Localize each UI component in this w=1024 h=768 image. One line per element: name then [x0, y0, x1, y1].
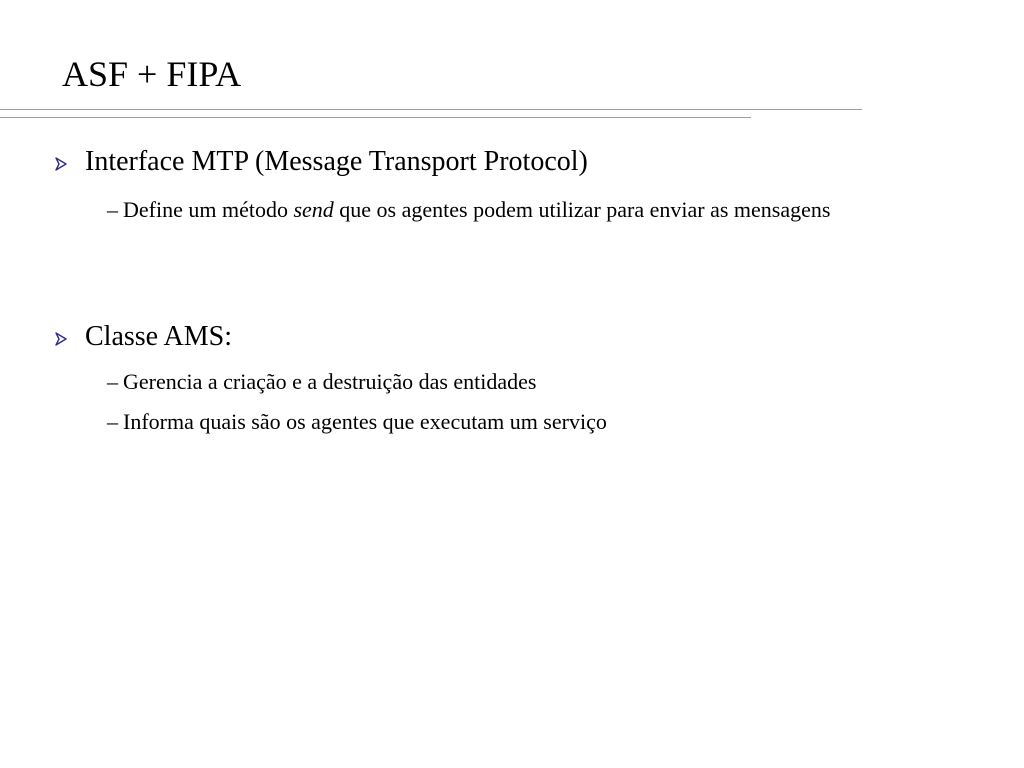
sub-bullet-item [107, 365, 927, 398]
emphasis-text: send [293, 197, 334, 222]
title-divider-short [0, 117, 751, 118]
sub-text-part: Define um método [123, 197, 294, 222]
sub-text-part: que os agentes podem utilizar para enviar as mensagens [333, 197, 831, 222]
title-divider-long [0, 109, 862, 110]
sub-bullet-item [107, 405, 927, 438]
arrow-bullet-icon [55, 157, 67, 171]
dash-marker: – [107, 369, 118, 394]
sub-bullet-text [123, 193, 927, 226]
bullet-text: Classe AMS: [85, 321, 233, 352]
slide-title: ASF + FIPA [62, 54, 242, 94]
bullet-text: Interface MTP (Message Transport Protocol) [85, 146, 588, 177]
bullet-item [55, 320, 232, 354]
dash-marker: – [107, 409, 118, 434]
sub-bullet-item [107, 193, 927, 226]
arrow-bullet-icon [55, 332, 67, 346]
sub-bullet-text: Informa quais são os agentes que executam um serviço [123, 409, 607, 434]
dash-marker: – [107, 197, 118, 222]
bullet-item [55, 145, 588, 179]
sub-bullet-text: Gerencia a criação e a destruição das entidades [123, 369, 537, 394]
